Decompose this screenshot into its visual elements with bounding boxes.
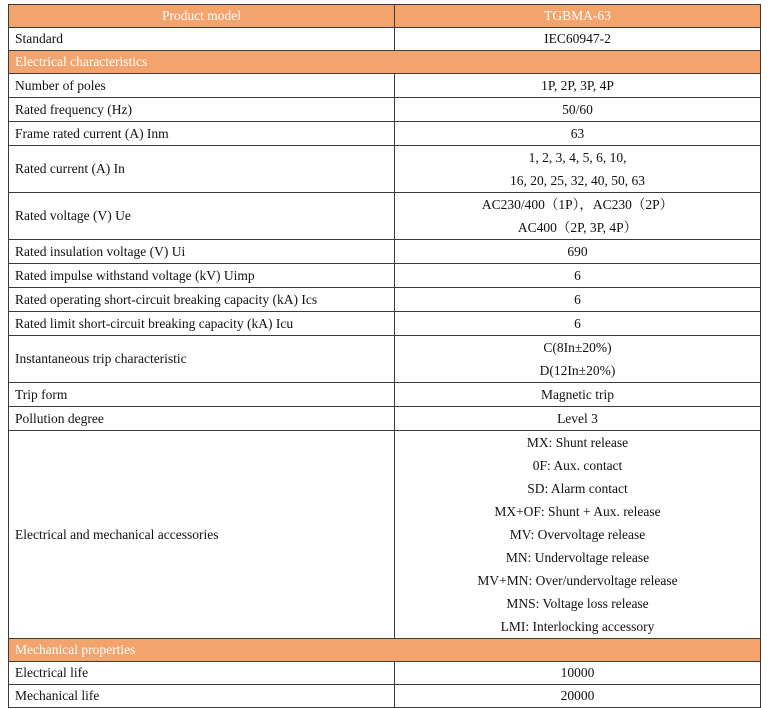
spec-value-line: 50/60 [562, 102, 593, 117]
spec-row [9, 98, 761, 122]
spec-label: Frame rated current (A) Inm [9, 122, 395, 146]
spec-value [395, 336, 761, 383]
spec-value-line: LMI: Interlocking accessory [500, 619, 655, 634]
spec-value-line: D(12In±20%) [539, 363, 616, 378]
spec-row [9, 383, 761, 407]
spec-label: Rated limit short-circuit breaking capacity (kA) Icu [9, 312, 395, 336]
standard-label: Standard [9, 28, 395, 51]
header-row [9, 5, 761, 28]
spec-label: Rated frequency (Hz) [9, 98, 395, 122]
section-mechanical-title: Mechanical properties [9, 639, 761, 662]
spec-value [395, 74, 761, 98]
spec-value-line: MV: Overvoltage release [509, 527, 646, 542]
spec-label: Instantaneous trip characteristic [9, 336, 395, 383]
spec-value [395, 407, 761, 431]
mechanical-row [9, 662, 761, 685]
standard-row [9, 28, 761, 51]
specification-table [8, 4, 761, 708]
section-electrical-title: Electrical characteristics [9, 51, 761, 74]
spec-value [395, 240, 761, 264]
spec-value-line: MX+OF: Shunt + Aux. release [494, 504, 661, 519]
spec-value [395, 312, 761, 336]
section-mechanical-row [9, 639, 761, 662]
spec-label: Rated insulation voltage (V) Ui [9, 240, 395, 264]
spec-row [9, 288, 761, 312]
spec-row [9, 122, 761, 146]
spec-label: Number of poles [9, 74, 395, 98]
spec-value-line: 6 [574, 316, 581, 331]
spec-value-line: 16, 20, 25, 32, 40, 50, 63 [510, 173, 645, 188]
spec-value-line: MV+MN: Over/undervoltage release [477, 573, 678, 588]
section-electrical-row [9, 51, 761, 74]
spec-value [395, 431, 761, 639]
spec-value-line: SD: Alarm contact [527, 481, 628, 496]
spec-row [9, 407, 761, 431]
spec-value-line: 0F: Aux. contact [532, 458, 623, 473]
spec-value-line: Level 3 [557, 411, 598, 426]
mechanical-label: Mechanical life [9, 685, 395, 708]
spec-value-line: 6 [574, 268, 581, 283]
spec-row [9, 193, 761, 240]
spec-value [395, 146, 761, 193]
spec-label: Rated current (A) In [9, 146, 395, 193]
spec-row [9, 240, 761, 264]
spec-value-line: AC230/400（1P），AC230（2P） [481, 197, 674, 212]
spec-value-line: Magnetic trip [540, 387, 615, 402]
spec-label: Pollution degree [9, 407, 395, 431]
spec-row [9, 74, 761, 98]
spec-label: Electrical and mechanical accessories [9, 431, 395, 639]
header-model-value: TGBMA-63 [395, 5, 761, 28]
spec-label: Trip form [9, 383, 395, 407]
mechanical-value: 10000 [395, 662, 761, 685]
spec-value [395, 383, 761, 407]
mechanical-label: Electrical life [9, 662, 395, 685]
spec-row [9, 431, 761, 639]
spec-value-line: MN: Undervoltage release [505, 550, 650, 565]
spec-value-line: MNS: Voltage loss release [506, 596, 649, 611]
spec-value-line: 63 [570, 126, 585, 141]
spec-row [9, 336, 761, 383]
mechanical-value: 20000 [395, 685, 761, 708]
spec-value-line: AC400（2P, 3P, 4P） [517, 220, 638, 235]
spec-label: Rated impulse withstand voltage (kV) Uimp [9, 264, 395, 288]
header-product-model: Product model [9, 5, 395, 28]
spec-value-line: 1P, 2P, 3P, 4P [541, 78, 614, 93]
spec-value-line: C(8In±20%) [543, 340, 612, 355]
spec-label: Rated operating short-circuit breaking capacity (kA) Ics [9, 288, 395, 312]
standard-value: IEC60947-2 [395, 28, 761, 51]
spec-value-line: 690 [567, 244, 588, 259]
spec-row [9, 264, 761, 288]
mechanical-row [9, 685, 761, 708]
spec-value [395, 98, 761, 122]
spec-value [395, 122, 761, 146]
spec-value [395, 193, 761, 240]
spec-value-line: 6 [574, 292, 581, 307]
spec-row [9, 146, 761, 193]
spec-value [395, 264, 761, 288]
spec-value-line: 1, 2, 3, 4, 5, 6, 10, [528, 150, 627, 165]
spec-row [9, 312, 761, 336]
spec-value-line: MX: Shunt release [526, 435, 629, 450]
specification-table-body [9, 5, 761, 708]
spec-value [395, 288, 761, 312]
spec-label: Rated voltage (V) Ue [9, 193, 395, 240]
